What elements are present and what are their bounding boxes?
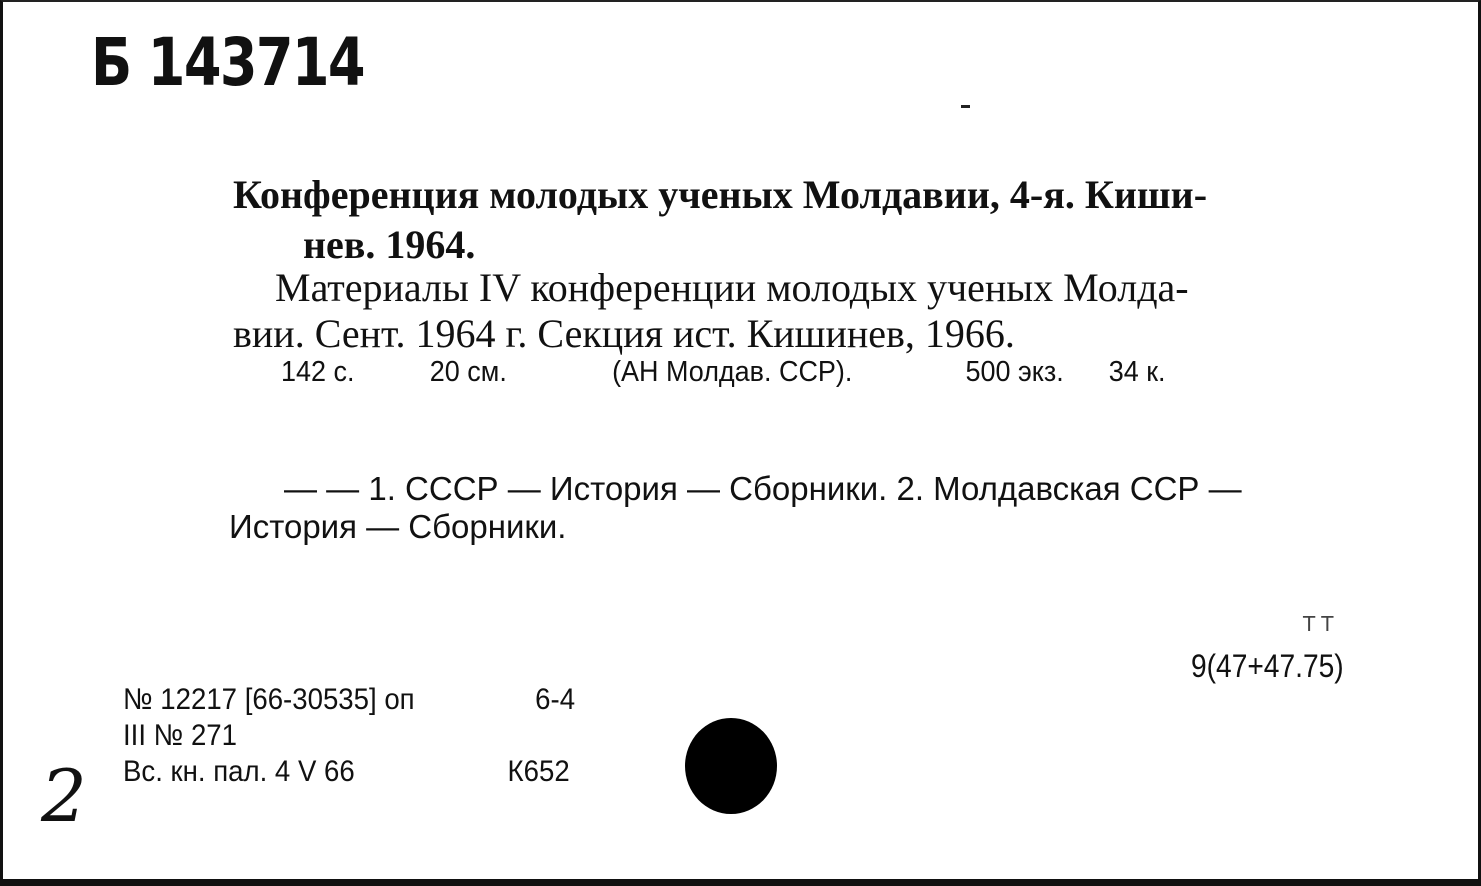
order-number: № 12217 [66-30535] оп xyxy=(123,683,415,716)
heading-line-2: нев. 1964. xyxy=(303,222,476,267)
imprint-row-3 xyxy=(123,754,570,790)
title-description xyxy=(233,265,1393,357)
imprint-block xyxy=(123,682,576,790)
order-code: 6-4 xyxy=(535,683,576,716)
pages: 142 с. xyxy=(281,356,355,388)
ink-speck xyxy=(961,105,970,108)
handwritten-mark: 2 xyxy=(41,754,87,838)
faint-mark: ТТ xyxy=(1303,612,1340,636)
chamber-note: Вс. кн. пал. 4 V 66 xyxy=(123,755,355,788)
print-number: III № 271 xyxy=(123,719,238,752)
heading-line-1: Конференция молодых ученых Молдавии, 4-я. Киши- xyxy=(233,172,1208,217)
size: 20 см. xyxy=(429,356,507,388)
physical-description xyxy=(281,352,1165,392)
imprint-row-1 xyxy=(123,682,576,718)
imprint-row-2 xyxy=(123,718,415,754)
entry-heading xyxy=(233,170,1393,270)
series: (АН Молдав. ССР). xyxy=(612,356,853,388)
price: 34 к. xyxy=(1108,356,1166,388)
handwritten-call-number: Б 143714 xyxy=(91,24,364,101)
author-mark: К652 xyxy=(507,755,570,788)
classification-number: 9(47+47.75) xyxy=(1191,648,1344,684)
subject-headings xyxy=(229,470,1399,546)
copies: 500 экз. xyxy=(965,356,1064,388)
title-line-1: Материалы IV конференции молодых ученых Молда- xyxy=(275,265,1189,310)
title-line-2: вии. Сент. 1964 г. Секция ист. Кишинев, 1966. xyxy=(233,311,1015,356)
subjects-line-1: — — 1. СССР — История — Сборники. 2. Молдавская ССР — xyxy=(284,470,1242,507)
subjects-line-2: История — Сборники. xyxy=(229,508,567,545)
punch-hole xyxy=(685,718,777,814)
